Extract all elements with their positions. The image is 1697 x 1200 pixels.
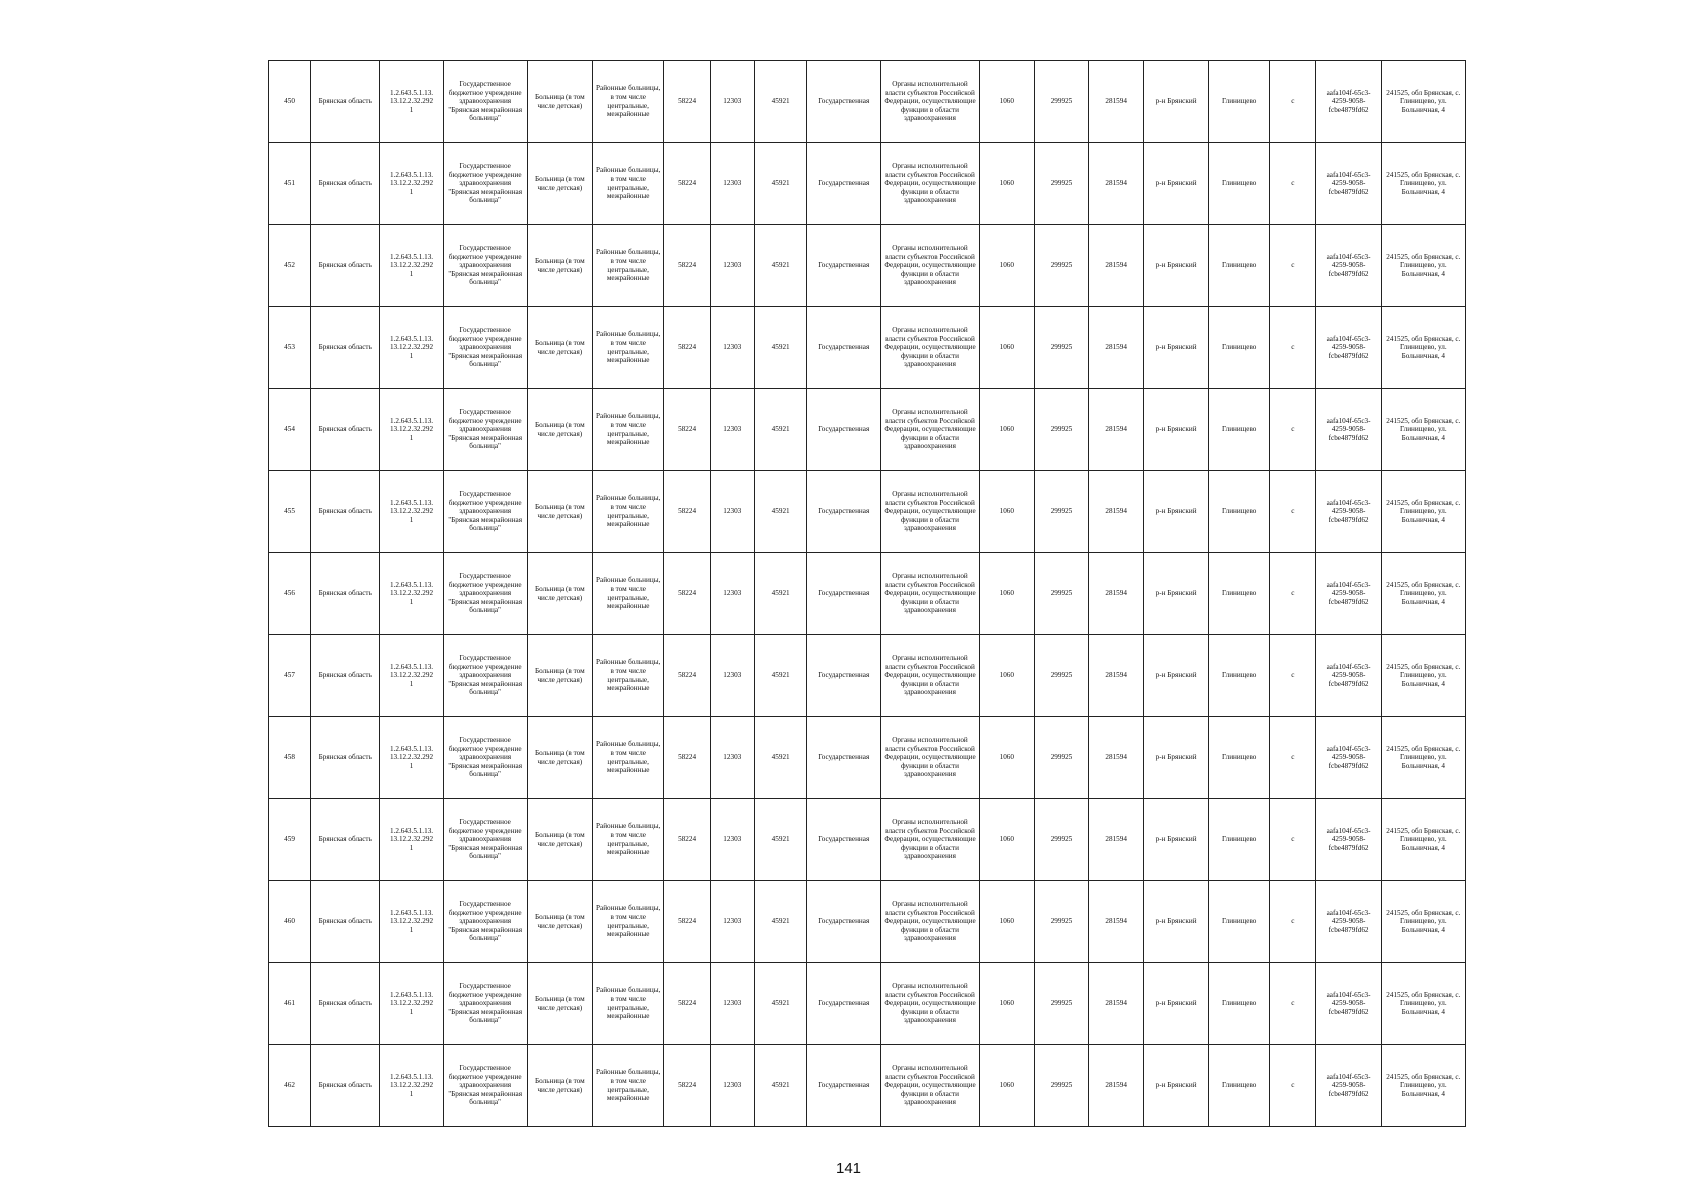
region-cell: Брянская область [311, 717, 380, 799]
table-row [269, 1045, 1466, 1127]
address-cell: 241525, обл Брянская, с. Глинищево, ул. Больничная, 4 [1381, 1045, 1465, 1127]
code-6-cell: 281594 [1089, 963, 1144, 1045]
district-cell: р-н Брянский [1144, 881, 1209, 963]
locality-type-cell: с [1270, 799, 1316, 881]
district-cell: р-н Брянский [1144, 717, 1209, 799]
organization-name-cell: Государственное бюджетное учреждение здравоохранения "Брянская межрайонная больница" [443, 1045, 527, 1127]
authority-cell: Органы исполнительной власти субъектов Российской Федерации, осуществляющие функции в области здравоохранения [881, 717, 980, 799]
facility-type-cell: Больница (в том числе детская) [527, 389, 592, 471]
code-1-cell: 58224 [664, 307, 710, 389]
facility-type-cell: Больница (в том числе детская) [527, 471, 592, 553]
code-2-cell: 12303 [710, 717, 754, 799]
region-cell: Брянская область [311, 389, 380, 471]
code-6-cell: 281594 [1089, 717, 1144, 799]
organization-name-cell: Государственное бюджетное учреждение здравоохранения "Брянская межрайонная больница" [443, 225, 527, 307]
district-cell: р-н Брянский [1144, 225, 1209, 307]
code-6-cell: 281594 [1089, 471, 1144, 553]
region-cell: Брянская область [311, 963, 380, 1045]
facility-kind-cell: Районные больницы, в том числе центральные, межрайонные [592, 307, 664, 389]
code-4-cell: 1060 [979, 471, 1034, 553]
district-cell: р-н Брянский [1144, 61, 1209, 143]
code-5-cell: 299925 [1034, 471, 1089, 553]
district-cell: р-н Брянский [1144, 963, 1209, 1045]
ownership-cell: Государственная [807, 61, 881, 143]
organization-name-cell: Государственное бюджетное учреждение здравоохранения "Брянская межрайонная больница" [443, 635, 527, 717]
authority-cell: Органы исполнительной власти субъектов Российской Федерации, осуществляющие функции в области здравоохранения [881, 553, 980, 635]
code-5-cell: 299925 [1034, 635, 1089, 717]
row-number-cell: 452 [269, 225, 311, 307]
code-3-cell: 45921 [754, 389, 807, 471]
region-cell: Брянская область [311, 799, 380, 881]
code-5-cell: 299925 [1034, 717, 1089, 799]
locality-cell: Глинищево [1209, 963, 1270, 1045]
facility-kind-cell: Районные больницы, в том числе центральные, межрайонные [592, 881, 664, 963]
district-cell: р-н Брянский [1144, 1045, 1209, 1127]
locality-type-cell: с [1270, 307, 1316, 389]
facility-type-cell: Больница (в том числе детская) [527, 635, 592, 717]
code-3-cell: 45921 [754, 1045, 807, 1127]
code-2-cell: 12303 [710, 881, 754, 963]
table-row [269, 61, 1466, 143]
oid-code-cell: 1.2.643.5.1.13. 13.12.2.32.292 1 [380, 635, 443, 717]
guid-cell: aafa104f-65c3- 4259-9058- fcbe4879fd62 [1316, 307, 1381, 389]
address-cell: 241525, обл Брянская, с. Глинищево, ул. Больничная, 4 [1381, 799, 1465, 881]
guid-cell: aafa104f-65c3- 4259-9058- fcbe4879fd62 [1316, 61, 1381, 143]
code-6-cell: 281594 [1089, 799, 1144, 881]
locality-cell: Глинищево [1209, 61, 1270, 143]
facility-type-cell: Больница (в том числе детская) [527, 143, 592, 225]
oid-code-cell: 1.2.643.5.1.13. 13.12.2.32.292 1 [380, 471, 443, 553]
code-1-cell: 58224 [664, 717, 710, 799]
code-4-cell: 1060 [979, 881, 1034, 963]
locality-cell: Глинищево [1209, 717, 1270, 799]
row-number-cell: 455 [269, 471, 311, 553]
organization-name-cell: Государственное бюджетное учреждение здравоохранения "Брянская межрайонная больница" [443, 471, 527, 553]
code-4-cell: 1060 [979, 225, 1034, 307]
code-4-cell: 1060 [979, 635, 1034, 717]
organization-name-cell: Государственное бюджетное учреждение здравоохранения "Брянская межрайонная больница" [443, 143, 527, 225]
code-6-cell: 281594 [1089, 143, 1144, 225]
address-cell: 241525, обл Брянская, с. Глинищево, ул. Больничная, 4 [1381, 881, 1465, 963]
region-cell: Брянская область [311, 307, 380, 389]
address-cell: 241525, обл Брянская, с. Глинищево, ул. Больничная, 4 [1381, 307, 1465, 389]
address-cell: 241525, обл Брянская, с. Глинищево, ул. Больничная, 4 [1381, 717, 1465, 799]
table-row [269, 799, 1466, 881]
facility-kind-cell: Районные больницы, в том числе центральные, межрайонные [592, 143, 664, 225]
oid-code-cell: 1.2.643.5.1.13. 13.12.2.32.292 1 [380, 307, 443, 389]
oid-code-cell: 1.2.643.5.1.13. 13.12.2.32.292 1 [380, 799, 443, 881]
code-6-cell: 281594 [1089, 553, 1144, 635]
guid-cell: aafa104f-65c3- 4259-9058- fcbe4879fd62 [1316, 717, 1381, 799]
guid-cell: aafa104f-65c3- 4259-9058- fcbe4879fd62 [1316, 635, 1381, 717]
code-2-cell: 12303 [710, 799, 754, 881]
code-6-cell: 281594 [1089, 225, 1144, 307]
facility-kind-cell: Районные больницы, в том числе центральные, межрайонные [592, 635, 664, 717]
locality-type-cell: с [1270, 963, 1316, 1045]
guid-cell: aafa104f-65c3- 4259-9058- fcbe4879fd62 [1316, 799, 1381, 881]
authority-cell: Органы исполнительной власти субъектов Российской Федерации, осуществляющие функции в области здравоохранения [881, 61, 980, 143]
table-row [269, 717, 1466, 799]
guid-cell: aafa104f-65c3- 4259-9058- fcbe4879fd62 [1316, 881, 1381, 963]
table-row [269, 881, 1466, 963]
oid-code-cell: 1.2.643.5.1.13. 13.12.2.32.292 1 [380, 61, 443, 143]
guid-cell: aafa104f-65c3- 4259-9058- fcbe4879fd62 [1316, 389, 1381, 471]
code-5-cell: 299925 [1034, 799, 1089, 881]
address-cell: 241525, обл Брянская, с. Глинищево, ул. Больничная, 4 [1381, 963, 1465, 1045]
address-cell: 241525, обл Брянская, с. Глинищево, ул. Больничная, 4 [1381, 225, 1465, 307]
ownership-cell: Государственная [807, 1045, 881, 1127]
facility-type-cell: Больница (в том числе детская) [527, 61, 592, 143]
code-1-cell: 58224 [664, 799, 710, 881]
code-5-cell: 299925 [1034, 389, 1089, 471]
table-row [269, 307, 1466, 389]
code-3-cell: 45921 [754, 61, 807, 143]
locality-cell: Глинищево [1209, 389, 1270, 471]
facility-kind-cell: Районные больницы, в том числе центральные, межрайонные [592, 389, 664, 471]
code-3-cell: 45921 [754, 717, 807, 799]
region-cell: Брянская область [311, 471, 380, 553]
ownership-cell: Государственная [807, 963, 881, 1045]
row-number-cell: 457 [269, 635, 311, 717]
guid-cell: aafa104f-65c3- 4259-9058- fcbe4879fd62 [1316, 963, 1381, 1045]
address-cell: 241525, обл Брянская, с. Глинищево, ул. Больничная, 4 [1381, 143, 1465, 225]
code-6-cell: 281594 [1089, 61, 1144, 143]
code-1-cell: 58224 [664, 881, 710, 963]
region-cell: Брянская область [311, 225, 380, 307]
code-3-cell: 45921 [754, 225, 807, 307]
facility-kind-cell: Районные больницы, в том числе центральные, межрайонные [592, 553, 664, 635]
oid-code-cell: 1.2.643.5.1.13. 13.12.2.32.292 1 [380, 717, 443, 799]
code-1-cell: 58224 [664, 1045, 710, 1127]
code-1-cell: 58224 [664, 225, 710, 307]
code-4-cell: 1060 [979, 1045, 1034, 1127]
code-5-cell: 299925 [1034, 225, 1089, 307]
table-row [269, 225, 1466, 307]
organization-name-cell: Государственное бюджетное учреждение здравоохранения "Брянская межрайонная больница" [443, 553, 527, 635]
district-cell: р-н Брянский [1144, 307, 1209, 389]
district-cell: р-н Брянский [1144, 389, 1209, 471]
guid-cell: aafa104f-65c3- 4259-9058- fcbe4879fd62 [1316, 143, 1381, 225]
code-1-cell: 58224 [664, 963, 710, 1045]
code-2-cell: 12303 [710, 307, 754, 389]
row-number-cell: 454 [269, 389, 311, 471]
code-3-cell: 45921 [754, 881, 807, 963]
region-cell: Брянская область [311, 553, 380, 635]
code-1-cell: 58224 [664, 389, 710, 471]
code-4-cell: 1060 [979, 717, 1034, 799]
row-number-cell: 450 [269, 61, 311, 143]
oid-code-cell: 1.2.643.5.1.13. 13.12.2.32.292 1 [380, 225, 443, 307]
registry-rows [269, 61, 1466, 1127]
code-1-cell: 58224 [664, 635, 710, 717]
code-2-cell: 12303 [710, 61, 754, 143]
code-5-cell: 299925 [1034, 143, 1089, 225]
facility-type-cell: Больница (в том числе детская) [527, 881, 592, 963]
code-2-cell: 12303 [710, 143, 754, 225]
code-2-cell: 12303 [710, 471, 754, 553]
code-5-cell: 299925 [1034, 1045, 1089, 1127]
authority-cell: Органы исполнительной власти субъектов Российской Федерации, осуществляющие функции в области здравоохранения [881, 799, 980, 881]
code-3-cell: 45921 [754, 143, 807, 225]
address-cell: 241525, обл Брянская, с. Глинищево, ул. Больничная, 4 [1381, 61, 1465, 143]
locality-cell: Глинищево [1209, 225, 1270, 307]
organization-name-cell: Государственное бюджетное учреждение здравоохранения "Брянская межрайонная больница" [443, 799, 527, 881]
code-5-cell: 299925 [1034, 881, 1089, 963]
authority-cell: Органы исполнительной власти субъектов Российской Федерации, осуществляющие функции в области здравоохранения [881, 881, 980, 963]
organization-name-cell: Государственное бюджетное учреждение здравоохранения "Брянская межрайонная больница" [443, 881, 527, 963]
address-cell: 241525, обл Брянская, с. Глинищево, ул. Больничная, 4 [1381, 553, 1465, 635]
code-3-cell: 45921 [754, 799, 807, 881]
oid-code-cell: 1.2.643.5.1.13. 13.12.2.32.292 1 [380, 881, 443, 963]
authority-cell: Органы исполнительной власти субъектов Российской Федерации, осуществляющие функции в области здравоохранения [881, 389, 980, 471]
table-row [269, 963, 1466, 1045]
oid-code-cell: 1.2.643.5.1.13. 13.12.2.32.292 1 [380, 143, 443, 225]
locality-cell: Глинищево [1209, 553, 1270, 635]
locality-cell: Глинищево [1209, 1045, 1270, 1127]
code-6-cell: 281594 [1089, 307, 1144, 389]
address-cell: 241525, обл Брянская, с. Глинищево, ул. Больничная, 4 [1381, 389, 1465, 471]
authority-cell: Органы исполнительной власти субъектов Российской Федерации, осуществляющие функции в области здравоохранения [881, 225, 980, 307]
row-number-cell: 460 [269, 881, 311, 963]
facility-type-cell: Больница (в том числе детская) [527, 307, 592, 389]
organization-name-cell: Государственное бюджетное учреждение здравоохранения "Брянская межрайонная больница" [443, 963, 527, 1045]
district-cell: р-н Брянский [1144, 553, 1209, 635]
locality-type-cell: с [1270, 553, 1316, 635]
region-cell: Брянская область [311, 61, 380, 143]
oid-code-cell: 1.2.643.5.1.13. 13.12.2.32.292 1 [380, 553, 443, 635]
authority-cell: Органы исполнительной власти субъектов Российской Федерации, осуществляющие функции в области здравоохранения [881, 307, 980, 389]
locality-type-cell: с [1270, 143, 1316, 225]
row-number-cell: 458 [269, 717, 311, 799]
table-row [269, 635, 1466, 717]
code-2-cell: 12303 [710, 635, 754, 717]
table-row [269, 553, 1466, 635]
guid-cell: aafa104f-65c3- 4259-9058- fcbe4879fd62 [1316, 471, 1381, 553]
locality-type-cell: с [1270, 881, 1316, 963]
registry-table [268, 60, 1466, 1127]
code-3-cell: 45921 [754, 635, 807, 717]
locality-type-cell: с [1270, 61, 1316, 143]
code-2-cell: 12303 [710, 963, 754, 1045]
facility-kind-cell: Районные больницы, в том числе центральные, межрайонные [592, 225, 664, 307]
row-number-cell: 461 [269, 963, 311, 1045]
locality-type-cell: с [1270, 389, 1316, 471]
code-1-cell: 58224 [664, 553, 710, 635]
code-6-cell: 281594 [1089, 635, 1144, 717]
authority-cell: Органы исполнительной власти субъектов Российской Федерации, осуществляющие функции в области здравоохранения [881, 471, 980, 553]
code-4-cell: 1060 [979, 389, 1034, 471]
ownership-cell: Государственная [807, 143, 881, 225]
guid-cell: aafa104f-65c3- 4259-9058- fcbe4879fd62 [1316, 225, 1381, 307]
code-4-cell: 1060 [979, 799, 1034, 881]
organization-name-cell: Государственное бюджетное учреждение здравоохранения "Брянская межрайонная больница" [443, 61, 527, 143]
ownership-cell: Государственная [807, 225, 881, 307]
code-1-cell: 58224 [664, 471, 710, 553]
region-cell: Брянская область [311, 635, 380, 717]
code-4-cell: 1060 [979, 61, 1034, 143]
ownership-cell: Государственная [807, 553, 881, 635]
facility-type-cell: Больница (в том числе детская) [527, 1045, 592, 1127]
ownership-cell: Государственная [807, 881, 881, 963]
row-number-cell: 451 [269, 143, 311, 225]
facility-type-cell: Больница (в том числе детская) [527, 799, 592, 881]
ownership-cell: Государственная [807, 717, 881, 799]
district-cell: р-н Брянский [1144, 635, 1209, 717]
district-cell: р-н Брянский [1144, 471, 1209, 553]
code-3-cell: 45921 [754, 307, 807, 389]
oid-code-cell: 1.2.643.5.1.13. 13.12.2.32.292 1 [380, 389, 443, 471]
registry-sheet [268, 60, 1466, 1127]
table-row [269, 471, 1466, 553]
authority-cell: Органы исполнительной власти субъектов Российской Федерации, осуществляющие функции в области здравоохранения [881, 1045, 980, 1127]
code-4-cell: 1060 [979, 553, 1034, 635]
page-number: 141 [835, 1160, 862, 1177]
code-5-cell: 299925 [1034, 307, 1089, 389]
facility-kind-cell: Районные больницы, в том числе центральные, межрайонные [592, 1045, 664, 1127]
code-2-cell: 12303 [710, 1045, 754, 1127]
facility-kind-cell: Районные больницы, в том числе центральные, межрайонные [592, 963, 664, 1045]
locality-cell: Глинищево [1209, 471, 1270, 553]
facility-type-cell: Больница (в том числе детская) [527, 963, 592, 1045]
address-cell: 241525, обл Брянская, с. Глинищево, ул. Больничная, 4 [1381, 471, 1465, 553]
facility-kind-cell: Районные больницы, в том числе центральные, межрайонные [592, 471, 664, 553]
ownership-cell: Государственная [807, 799, 881, 881]
authority-cell: Органы исполнительной власти субъектов Российской Федерации, осуществляющие функции в области здравоохранения [881, 963, 980, 1045]
facility-kind-cell: Районные больницы, в том числе центральные, межрайонные [592, 61, 664, 143]
district-cell: р-н Брянский [1144, 143, 1209, 225]
facility-kind-cell: Районные больницы, в том числе центральные, межрайонные [592, 717, 664, 799]
row-number-cell: 456 [269, 553, 311, 635]
code-3-cell: 45921 [754, 471, 807, 553]
code-5-cell: 299925 [1034, 963, 1089, 1045]
address-cell: 241525, обл Брянская, с. Глинищево, ул. Больничная, 4 [1381, 635, 1465, 717]
locality-cell: Глинищево [1209, 143, 1270, 225]
facility-type-cell: Больница (в том числе детская) [527, 225, 592, 307]
district-cell: р-н Брянский [1144, 799, 1209, 881]
facility-type-cell: Больница (в том числе детская) [527, 553, 592, 635]
table-row [269, 389, 1466, 471]
oid-code-cell: 1.2.643.5.1.13. 13.12.2.32.292 1 [380, 963, 443, 1045]
locality-cell: Глинищево [1209, 799, 1270, 881]
authority-cell: Органы исполнительной власти субъектов Российской Федерации, осуществляющие функции в области здравоохранения [881, 635, 980, 717]
code-2-cell: 12303 [710, 225, 754, 307]
region-cell: Брянская область [311, 1045, 380, 1127]
guid-cell: aafa104f-65c3- 4259-9058- fcbe4879fd62 [1316, 553, 1381, 635]
ownership-cell: Государственная [807, 471, 881, 553]
ownership-cell: Государственная [807, 307, 881, 389]
locality-cell: Глинищево [1209, 881, 1270, 963]
row-number-cell: 459 [269, 799, 311, 881]
code-6-cell: 281594 [1089, 389, 1144, 471]
locality-type-cell: с [1270, 635, 1316, 717]
code-6-cell: 281594 [1089, 881, 1144, 963]
code-2-cell: 12303 [710, 389, 754, 471]
ownership-cell: Государственная [807, 389, 881, 471]
authority-cell: Органы исполнительной власти субъектов Российской Федерации, осуществляющие функции в области здравоохранения [881, 143, 980, 225]
oid-code-cell: 1.2.643.5.1.13. 13.12.2.32.292 1 [380, 1045, 443, 1127]
code-1-cell: 58224 [664, 61, 710, 143]
organization-name-cell: Государственное бюджетное учреждение здравоохранения "Брянская межрайонная больница" [443, 389, 527, 471]
locality-type-cell: с [1270, 717, 1316, 799]
locality-type-cell: с [1270, 471, 1316, 553]
code-1-cell: 58224 [664, 143, 710, 225]
code-3-cell: 45921 [754, 553, 807, 635]
facility-kind-cell: Районные больницы, в том числе центральные, межрайонные [592, 799, 664, 881]
facility-type-cell: Больница (в том числе детская) [527, 717, 592, 799]
row-number-cell: 462 [269, 1045, 311, 1127]
code-4-cell: 1060 [979, 307, 1034, 389]
locality-cell: Глинищево [1209, 307, 1270, 389]
locality-type-cell: с [1270, 1045, 1316, 1127]
organization-name-cell: Государственное бюджетное учреждение здравоохранения "Брянская межрайонная больница" [443, 307, 527, 389]
code-6-cell: 281594 [1089, 1045, 1144, 1127]
locality-cell: Глинищево [1209, 635, 1270, 717]
table-row [269, 143, 1466, 225]
code-5-cell: 299925 [1034, 61, 1089, 143]
region-cell: Брянская область [311, 143, 380, 225]
code-4-cell: 1060 [979, 963, 1034, 1045]
code-5-cell: 299925 [1034, 553, 1089, 635]
code-4-cell: 1060 [979, 143, 1034, 225]
row-number-cell: 453 [269, 307, 311, 389]
code-2-cell: 12303 [710, 553, 754, 635]
guid-cell: aafa104f-65c3- 4259-9058- fcbe4879fd62 [1316, 1045, 1381, 1127]
code-3-cell: 45921 [754, 963, 807, 1045]
organization-name-cell: Государственное бюджетное учреждение здравоохранения "Брянская межрайонная больница" [443, 717, 527, 799]
locality-type-cell: с [1270, 225, 1316, 307]
ownership-cell: Государственная [807, 635, 881, 717]
region-cell: Брянская область [311, 881, 380, 963]
